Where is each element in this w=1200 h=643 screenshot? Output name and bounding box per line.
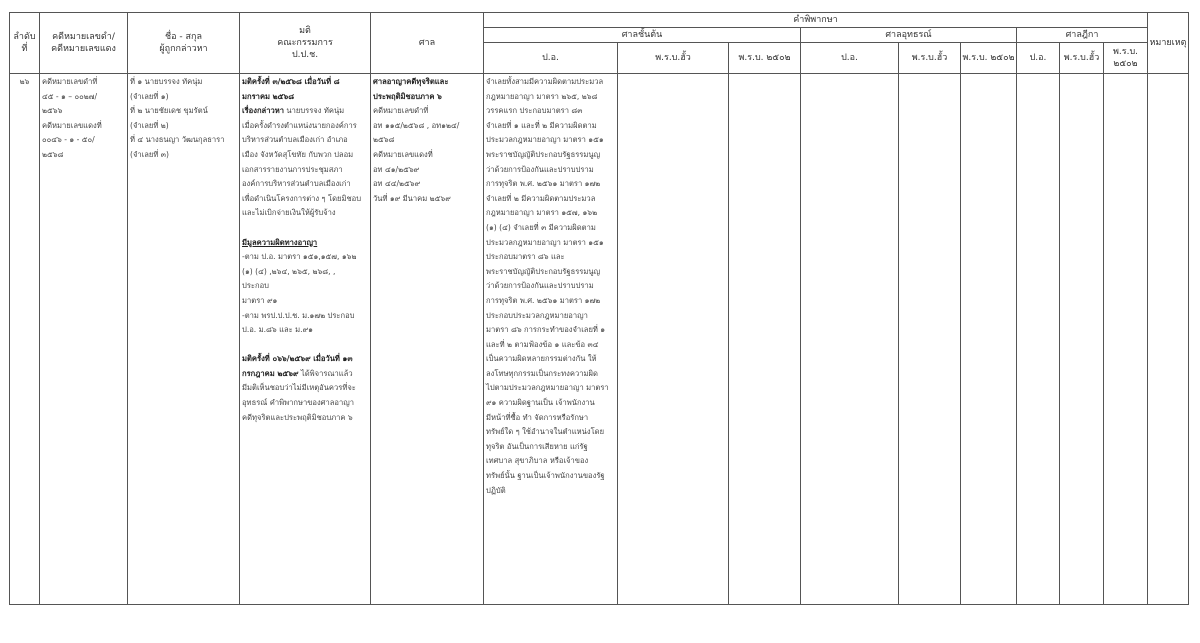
row-supreme-prb-new <box>1060 74 1104 605</box>
accused-name-line: (จำเลยที่ ๑) <box>130 91 169 101</box>
case-number-line: ๔๕ - ๑ – ๐๐๒๗/ <box>42 91 98 101</box>
row-no: ๒๖ <box>10 74 40 605</box>
header-appeal-prb-new: พ.ร.บ.ฮั้ว <box>899 43 961 74</box>
row-appeal-po <box>801 74 899 605</box>
court-detail-line: อท ๔๔/๒๕๖๙ <box>373 179 421 189</box>
header-supreme-prb-2502: พ.ร.บ. ๒๕๐๒ <box>1104 43 1148 74</box>
row-supreme-po <box>1017 74 1060 605</box>
judgment-text-line: เทศบาล สุขาภิบาล หรือเจ้าของ <box>486 456 589 466</box>
header-no: ลำดับ ที่ <box>10 13 40 74</box>
header-appeal-po: ป.อ. <box>801 43 899 74</box>
judgment-text-line: การทุจริต พ.ศ. ๒๕๖๑ มาตรา ๑๗๒ <box>486 295 601 305</box>
court-detail-line: ๒๕๖๘ <box>373 135 395 145</box>
judgment-text-line: ประมวลกฎหมายอาญา มาตรา ๑๕๑ <box>486 135 604 145</box>
offence-text-line: (๑) (๔) ,๒๖๔, ๒๖๕, ๒๖๘, , <box>242 266 336 276</box>
row-case-no <box>40 74 128 605</box>
judgment-text-line: ๙๑ ความผิดฐานเป็น เจ้าพนักงาน <box>486 398 595 408</box>
case-number-line: คดีหมายเลขดำที่ <box>42 77 98 86</box>
judgment-text-line: ประกอบมาตรา ๘๖ และ <box>486 252 565 262</box>
court-name: ศาลอาญาคดีทุจริตและ <box>373 77 449 86</box>
judgment-text-line: ลงโทษทุกกรรมเป็นกระทงความผิด <box>486 368 598 378</box>
judgment-text-line: ประกอบประมวลกฎหมายอาญา <box>486 310 588 320</box>
resolution-text-line: เพื่อดำเนินโครงการต่าง ๆ โดยมิชอบ <box>242 193 362 203</box>
judgment-text-line: จำเลยที่ ๑ และที่ ๒ มีความผิดตาม <box>486 120 597 130</box>
resolution-text-line: องค์การบริหารส่วนตำบลเมืองเก่า <box>242 179 351 189</box>
resolution-1-heading: มติครั้งที่ ๓/๒๕๖๘ เมื่อวันที่ ๘ <box>242 77 340 86</box>
header-supreme-po: ป.อ. <box>1017 43 1060 74</box>
judgment-text-line: เป็นความผิดหลายกรรมต่างกัน ให้ <box>486 354 597 364</box>
offence-text-line: ประกอบ <box>242 281 269 291</box>
resolution-text-line: เมื่อครั้งดำรงตำแหน่งนายกองค์การ <box>242 120 357 130</box>
resolution-text-line: อุทธรณ์ คำพิพากษาของศาลอาญา <box>242 398 354 408</box>
header-supreme-prb-new: พ.ร.บ.ฮั้ว <box>1060 43 1104 74</box>
header-first-prb-2502: พ.ร.บ. ๒๕๐๒ <box>729 43 801 74</box>
judgment-text-line: ว่าด้วยการป้องกันและปราบปราม <box>486 281 594 291</box>
court-detail-line: วันที่ ๑๙ มีนาคม ๒๕๖๙ <box>373 193 451 203</box>
row-first-court-po <box>484 74 618 605</box>
resolution-text-line: และไม่เบิกจ่ายเงินให้ผู้รับจ้าง <box>242 208 336 218</box>
judgment-text-line: วรรคแรก ประกอบมาตรา ๘๓ <box>486 106 583 116</box>
offence-text-line: มาตรา ๙๑ <box>242 295 278 305</box>
header-court: ศาล <box>371 13 484 74</box>
resolution-2-heading: มติครั้งที่ ๐๖๖/๒๕๖๙ เมื่อวันที่ ๑๓ <box>242 354 353 364</box>
court-detail-line: อท ๑๑๕/๒๕๖๘ , อท๑๒๔/ <box>373 120 460 130</box>
judgment-text-line: กฎหมายอาญา มาตรา ๒๖๕, ๒๖๘ <box>486 91 598 101</box>
row-court: ศาลอาญาคดีทุจริตและ ประพฤติมิชอบภาค ๖ คดีหมายเลขดำที่ อท ๑๑๕/๒๕๖๘ , อท๑๒๔/ ๒๕๖๘ คดีหมายเลขแดงที่ อท ๔๑/๒๕๖๙ อท ๔๔/๒๕๖๙ วันที่ ๑๙ มีนาคม ๒๕๖๙ <box>371 74 484 605</box>
header-supreme-court: ศาลฎีกา <box>1017 28 1148 43</box>
judgment-text-line: จำเลยที่ ๒ มีความผิดตามประมวล <box>486 193 596 203</box>
judgment-text-line: พระราชบัญญัติประกอบรัฐธรรมนูญ <box>486 266 601 276</box>
header-first-prb-new: พ.ร.บ.ฮั้ว <box>618 43 729 74</box>
case-number-line: คดีหมายเลขแดงที่ <box>42 120 102 130</box>
resolution-text-line: เอกสารรายงานการประชุมสภา <box>242 164 343 174</box>
header-remark: หมายเหตุ <box>1148 13 1189 74</box>
resolution-text-line: บริหารส่วนตำบลเมืองเก่า อำเภอ <box>242 135 348 145</box>
judgment-text-line: การทุจริต พ.ศ. ๒๕๖๑ มาตรา ๑๗๒ <box>486 179 601 189</box>
header-appeal-court: ศาลอุทธรณ์ <box>801 28 1017 43</box>
judgment-text-line: พระราชบัญญัติประกอบรัฐธรรมนูญ <box>486 149 601 159</box>
row-supreme-prb-2502 <box>1104 74 1148 605</box>
judgment-text-line: ทุจริต อันเป็นการเสียหาย แก่รัฐ <box>486 441 588 451</box>
judgment-text-line: มีหน้าที่ซื้อ ทำ จัดการหรือรักษา <box>486 412 589 422</box>
resolution-1-subject: เรื่องกล่าวหา นายบรรจง ทัคนุ่ม <box>242 106 345 116</box>
judgment-text-line: ไปตามประมวลกฎหมายอาญา มาตรา <box>486 383 609 393</box>
accused-name-line: ที่ ๑ นายบรรจง ทัคนุ่ม <box>130 77 203 86</box>
row-appeal-prb-2502 <box>961 74 1017 605</box>
accused-name-line: (จำเลยที่ ๓) <box>130 149 169 159</box>
header-nacc-resolution: มติ คณะกรรมการ ป.ป.ช. <box>240 13 371 74</box>
row-remark <box>1148 74 1189 605</box>
offence-text-line: ป.อ. ม.๘๖ และ ม.๙๑ <box>242 325 313 335</box>
offence-text-line: -ตาม พรป.ป.ป.ช. ม.๑๗๒ ประกอบ <box>242 310 355 320</box>
judgment-text-line: (๑) (๔) จำเลยที่ ๓ มีความผิดตาม <box>486 222 596 232</box>
row-appeal-prb-new <box>899 74 961 605</box>
judgment-text-line: และที่ ๒ ตามฟ้องข้อ ๑ และข้อ ๓๔ <box>486 339 599 349</box>
court-detail-line: อท ๔๑/๒๕๖๙ <box>373 164 420 174</box>
header-accused-names: ชื่อ - สกุล ผู้ถูกกล่าวหา <box>128 13 240 74</box>
header-first-po: ป.อ. <box>484 43 618 74</box>
table-row <box>10 74 1189 605</box>
accused-name-line: ที่ ๒ นายชัยเดช ขุมรัตน์ <box>130 106 208 116</box>
case-number-line: ๒๕๖๖ <box>42 106 63 116</box>
judgment-text-line: กฎหมายอาญา มาตรา ๑๕๗, ๑๖๒ <box>486 208 598 218</box>
header-judgment: คำพิพากษา <box>484 13 1148 28</box>
resolution-text-line: คดีทุจริตและประพฤติมิชอบภาค ๖ <box>242 412 353 422</box>
header-case-no: คดีหมายเลขดำ/ คดีหมายเลขแดง <box>40 13 128 74</box>
judgment-text-line: จำเลยทั้งสามมีความผิดตามประมวล <box>486 77 604 86</box>
row-nacc-resolution: มติครั้งที่ ๓/๒๕๖๘ เมื่อวันที่ ๘ มกราคม ๒๕๖๘ เรื่องกล่าวหา นายบรรจง ทัคนุ่ม เมื่อครั้งดำรงตำแหน่งนายกองค์การ บริหารส่วนตำบลเมืองเก่า อำเภอ เมือง จังหวัดสุโขทัย กับพวก ปลอม เอกสารรายงานการประชุมสภา องค์การบริหารส่วนตำบลเมืองเก่า เพื่อดำเนินโครงการต่าง ๆ โดยมิชอบ และไม่เบิกจ่ายเงินให้ผู้รับจ้าง มีมูลความผิดทางอาญา -ตาม ป.อ. มาตรา ๑๕๑,๑๕๗, ๑๖๒ (๑) (๔) ,๒๖๔, ๒๖๕, ๒๖๘, , ประกอบ มาตรา ๙๑ -ตาม พรป.ป.ป.ช. ม.๑๗๒ ประกอบ ป.อ. ม.๘๖ และ ม.๙๑ มติครั้งที่ ๐๖๖/๒๕๖๙ เมื่อวันที่ ๑๓ กรกฎาคม ๒๕๖๙ ได้พิจารณาแล้ว มีมติเห็นชอบว่าไม่มีเหตุอันควรที่จะ อุทธรณ์ คำพิพากษาของศาลอาญา คดีทุจริตและประพฤติมิชอบภาค ๖ <box>240 74 371 605</box>
judgment-text-line: ทรัพย์นั้น ฐานเป็นเจ้าพนักงานของรัฐ <box>486 471 605 481</box>
accused-name-line: (จำเลยที่ ๒) <box>130 120 169 130</box>
case-number-line: ๒๕๖๘ <box>42 149 64 159</box>
judgment-text-line: ประมวลกฎหมายอาญา มาตรา ๑๕๑ <box>486 237 604 247</box>
row-first-court-prb-new <box>618 74 729 605</box>
criminal-offence-heading: มีมูลความผิดทางอาญา <box>242 237 318 247</box>
resolution-text-line: เมือง จังหวัดสุโขทัย กับพวก ปลอม <box>242 149 354 159</box>
row-first-court-prb-2502 <box>729 74 801 605</box>
header-first-court: ศาลชั้นต้น <box>484 28 801 43</box>
accused-name-line: ที่ ๔ นางธนญา วัฒนกุลธารา <box>130 135 225 145</box>
judgment-table <box>9 12 1189 605</box>
header-appeal-prb-2502: พ.ร.บ. ๒๕๐๒ <box>961 43 1017 74</box>
judgment-text-line: ว่าด้วยการป้องกันและปราบปราม <box>486 164 594 174</box>
resolution-text-line: มีมติเห็นชอบว่าไม่มีเหตุอันควรที่จะ <box>242 383 356 393</box>
judgment-text-line: ทรัพย์ใด ๆ ใช้อำนาจในตำแหน่งโดย <box>486 427 605 437</box>
row-accused-names <box>128 74 240 605</box>
judgment-text-line: มาตรา ๘๖ การกระทำของจำเลยที่ ๑ <box>486 325 606 335</box>
court-detail-line: คดีหมายเลขดำที่ <box>373 106 429 116</box>
offence-text-line: -ตาม ป.อ. มาตรา ๑๕๑,๑๕๗, ๑๖๒ <box>242 252 357 262</box>
court-detail-line: คดีหมายเลขแดงที่ <box>373 149 433 159</box>
judgment-text-line: ปฏิบัติ <box>486 485 506 495</box>
case-number-line: ๐๐๔๖ - ๑ - ๕๐/ <box>42 135 95 145</box>
